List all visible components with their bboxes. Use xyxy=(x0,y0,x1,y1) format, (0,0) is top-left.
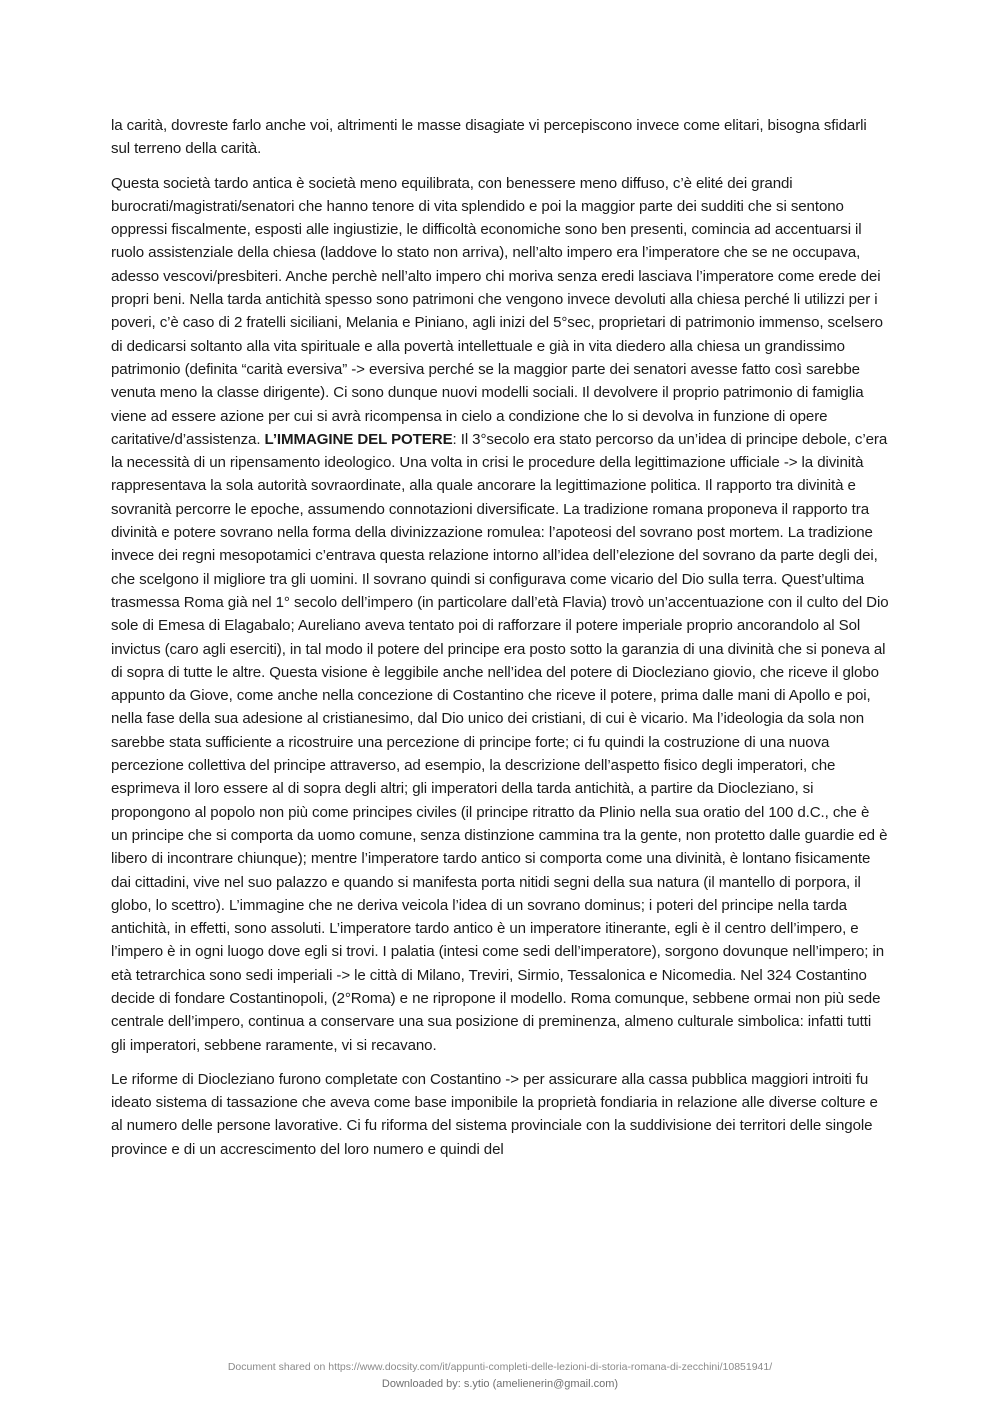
footer-downloaded-by: Downloaded by: s.ytio (amelienerin@gmail.com) xyxy=(381,1378,619,1390)
document-page xyxy=(111,114,889,1172)
paragraph-1: la carità, dovreste farlo anche voi, altrimenti le masse disagiate vi percepiscono invece come elitari, bisogna sfidarli sul terreno della carità. xyxy=(111,117,867,158)
footer-shared-link[interactable]: Document shared on https://www.docsity.com/it/appunti-completi-delle-lezioni-di-storia-romana-di-zecchini/10851941/ xyxy=(227,1361,773,1373)
paragraph-3: Le riforme di Diocleziano furono completate con Costantino -> per assicurare alla cassa pubblica maggiori introiti fu ideato sistema di tassazione che aveva come base imponibile la proprietà fondiaria in relazione alle diverse colture e al numero delle persone lavorative. Ci fu riforma del sistema provinciale con la suddivisione dei territori delle singole province e di un accrescimento del loro numero e quindi del xyxy=(111,1070,878,1158)
paragraph-2-text-after: : Il 3°secolo era stato percorso da un’idea di principe debole, c’era la necessità di un ripensamento ideologico. Una volta in crisi le procedure della legittimazione ufficiale -> la divinità rappresentava la sola autorità sovraordinate, alla quale ancorare la legittimazione politica. Il rapporto tra divinità e sovranità percorre le epoche, assumendo connotazioni diversificate. La tradizione romana proponeva il rapporto tra divinità e potere sovrano nella forma della divinizzazione romulea: l’apoteosi del sovrano post mortem. La tradizione invece dei regni mesopotamici c’entrava questa relazione intorno all’idea dell’elezione del sovrano da parte degli dei, che scelgono il migliore tra gli uomini. Il sovrano quindi si configurava come vicario del Dio sulla terra. Quest’ultima trasmessa Roma già nel 1° secolo dell’impero (in particolare dall’età Flavia) trovò un’accentuazione con il culto del Dio sole di Emesa di Elagabalo; Aureliano aveva tentato poi di rafforzare il potere imperiale proprio ancorandolo al Sol invictus (caro agli eserciti), in tal modo il potere del principe era posto sotto la garanzia di una divinità che si poneva al di sopra di tutte le altre. Questa visione è leggibile anche nell’idea del potere di Diocleziano giovio, che riceve il globo appunto da Giove, come anche nella concezione di Costantino che riceve il potere, prima dalle mani di Apollo e poi, nella fase della sua adesione al cristianesimo, dal Dio unico dei cristiani, di cui è vicario. Ma l’ideologia da sola non sarebbe stata sufficiente a ricostruire una percezione di principe forte; ci fu quindi la costruzione di una nuova percezione collettiva del principe attraverso, ad esempio, la descrizione dell’aspetto fisico degli imperatori, che esprimeva il loro essere al di sopra degli altri; gli imperatori della tarda antichità, a partire da Diocleziano, si propongono al popolo non più come principes civiles (il principe ritratto da Plinio nella sua oratio del 100 d.C., che è un principe che si comporta da uomo comune, senza distinzione cammina tra la gente, non protetto dalle guardie ed è libero di incontrare chiunque); mentre l’imperatore tardo antico si comporta come una divinità, è lontano fisicamente dai cittadini, vive nel suo palazzo e quando si manifesta porta nitidi segni della sua natura (il mantello di porpora, il globo, lo scettro). L’immagine che ne deriva veicola l’idea di un sovrano dominus; i poteri del principe nella tarda antichità, in effetti, sono assoluti. L’imperatore tardo antico è un imperatore itinerante, egli è il centro dell’impero, e l’impero è in ogni luogo dove egli si trovi. I palatia (intesi come sedi dell’imperatore), sorgono dovunque nell’impero; in età tetrarchica sono sedi imperiali -> le città di Milano, Treviri, Sirmio, Tessalonica e Nicomedia. Nel 324 Costantino decide di fondare Costantinopoli, (2°Roma) e ne ripropone il modello. Roma comunque, sebbene ormai non più sede centrale dell’impero, continua a conservare una sua posizione di preminenza, almeno culturale simbolica: infatti tutti gli imperatori, sebbene raramente, vi si recavano. xyxy=(111,430,889,1054)
paragraph-2-text-before: Questa società tardo antica è società meno equilibrata, con benessere meno diffuso, c’è elité dei grandi burocrati/magistrati/senatori che hanno tenore di vita splendido e poi la maggior parte dei sudditi che si sentono oppressi fiscalmente, esposti alle ingiustizie, le difficoltà economiche sono ben presenti, comincia ad accentuarsi il ruolo assistenziale della chiesa (laddove lo stato non arriva), nell’alto impero era l’imperatore che se ne occupava, adesso vescovi/presbiteri. Anche perchè nell’alto impero chi moriva senza eredi lasciava l’imperatore come erede dei propri beni. Nella tarda antichità spesso sono patrimoni che vengono invece devoluti alla chiesa perché li utilizzi per i poveri, c’è caso di 2 fratelli siciliani, Melania e Piniano, agli inizi del 5°sec, proprietari di patrimonio immenso, scelsero di dedicarsi soltanto alla vita spirituale e alla povertà intellettuale e già in vita diedero alla chiesa un grandissimo patrimonio (definita “carità eversiva” -> eversiva perché se la maggior parte dei senatori avesse fatto così sarebbe venuta meno la classe dirigente). Ci sono dunque nuovi modelli sociali. Il devolvere il proprio patrimonio di famiglia viene ad essere azione per cui si avrà ricompensa in cielo a condizione che lo si devolva in funzione di opere caritative/d’assistenza. xyxy=(111,174,883,448)
section-heading-immagine-del-potere: L’IMMAGINE DEL POTERE xyxy=(264,430,453,448)
paragraph-2 xyxy=(111,172,889,1057)
